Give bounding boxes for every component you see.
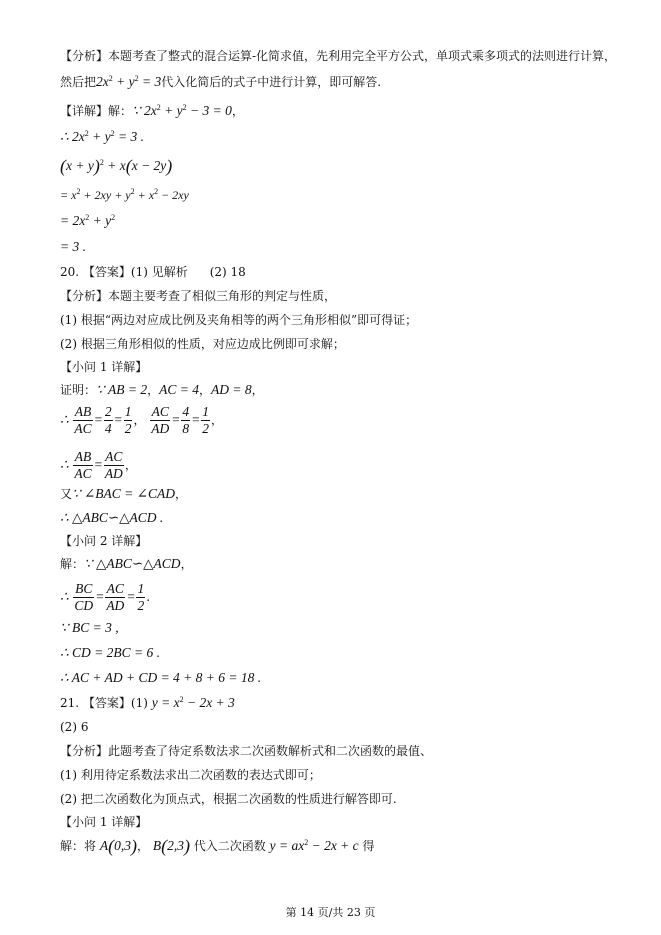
- subquestion-1-heading: 【小问 1 详解】: [60, 360, 148, 374]
- fraction: $\frac{AC}{AD}$: [104, 449, 123, 481]
- math-step: = $2x^2 + y^2$: [60, 213, 116, 228]
- fraction: $\frac{4}{8}$: [182, 404, 190, 436]
- fraction-line-sides: ∴ $\frac{BC}{CD}$ = $\frac{AC}{AD}$ = $\frac{1}{2}$ .: [60, 581, 151, 613]
- subquestion-2-heading: 【小问 2 详解】: [60, 534, 148, 548]
- analysis-19: 【分析】本题考查了整式的混合运算-化简求值，先利用完全平方公式，单项式乘多项式的法则进行计算，: [60, 49, 617, 63]
- fraction-line-ratios: ∴ $\frac{AB}{AC}$ = $\frac{2}{4}$ = $\frac{1}{2}$ ， $\frac{AC}{AD}$ = $\frac{4}{8}$ = $\frac{1}{2}$ ，: [60, 404, 224, 436]
- similarity-conclusion: ∴ △ABC∽△ACD .: [60, 510, 164, 525]
- solution-21-start: 解：将 A(0,3)， B(2,3) 代入二次函数 $y = ax^2 - 2x + c$ 得: [60, 836, 375, 856]
- analysis-19-cont: 然后把$2x^2 + y^2 = 3$代入化简后的式子中进行计算，即可解答.: [60, 74, 382, 89]
- answer-21: 21. 【答案】(1) $y = x^2 - 2x + 3$: [60, 695, 235, 710]
- answer-21-part2: (2) 6: [60, 720, 89, 734]
- math-step: = $x^2 + 2xy + y^2 + x^2 - 2xy$: [60, 187, 189, 202]
- analysis-21-part2: (2) 把二次函数化为顶点式，根据二次函数的性质进行解答即可.: [60, 792, 397, 806]
- math-result: ∴ AC + AD + CD = 4 + 8 + 6 = 18 .: [60, 670, 262, 685]
- fraction: $\frac{BC}{CD}$: [74, 581, 94, 613]
- fraction: $\frac{AC}{AD}$: [106, 581, 125, 613]
- analysis-20: 【分析】本题主要考查了相似三角形的判定与性质，: [60, 289, 337, 303]
- analysis-20-part1: (1) 根据“两边对应成比例及夹角相等的两个三角形相似”即可得证；: [60, 313, 418, 327]
- analysis-21-part1: (1) 利用待定系数法求出二次函数的表达式即可；: [60, 768, 321, 782]
- fraction: $\frac{AB}{AC}$: [74, 449, 92, 481]
- page-footer: 第 14 页/共 23 页: [285, 906, 376, 919]
- math-step: ∴ $2x^2 + y^2 = 3$ .: [60, 129, 144, 144]
- fraction: $\frac{2}{4}$: [104, 404, 112, 436]
- math-result: = 3 .: [60, 239, 86, 254]
- math-given: ∵ $2x^2 + y^2 - 3 = 0$: [132, 103, 232, 118]
- fraction: $\frac{AC}{AD}$: [151, 404, 170, 436]
- math-condition: $2x^2 + y^2 = 3$: [96, 74, 162, 89]
- point-b: B(2,3): [152, 836, 190, 856]
- math-function: $y = ax^2 - 2x + c$: [269, 838, 359, 853]
- fraction: $\frac{1}{2}$: [202, 404, 210, 436]
- fraction: $\frac{AB}{AC}$: [74, 404, 92, 436]
- math-answer: $y = x^2 - 2x + 3$: [151, 695, 235, 710]
- proof-20-start: 证明：∵ AB = 2，AC = 4，AD = 8，: [60, 382, 264, 397]
- answer-20: 20. 【答案】(1) 见解析 (2) 18: [60, 265, 246, 279]
- fraction: $\frac{1}{2}$: [124, 404, 132, 436]
- analysis-20-part2: (2) 根据三角形相似的性质，对应边成比例即可求解；: [60, 337, 345, 351]
- math-expression: $(x + y)^2 + x(x - 2y)$: [60, 156, 173, 176]
- solution-20-part2: 解：∵ △ABC∽△ACD，: [60, 556, 193, 571]
- math-step: ∴ CD = 2BC = 6 .: [60, 645, 160, 660]
- fraction: $\frac{1}{2}$: [137, 581, 145, 613]
- solution-19-start: 【详解】解：∵ $2x^2 + y^2 - 3 = 0$，: [60, 103, 244, 118]
- analysis-21: 【分析】此题考查了待定系数法求二次函数解析式和二次函数的最值、: [60, 744, 433, 758]
- fraction-line-equal: ∴ $\frac{AB}{AC}$ = $\frac{AC}{AD}$ ，: [60, 449, 137, 481]
- subquestion-1-heading: 【小问 1 详解】: [60, 815, 148, 829]
- angle-condition: 又∵ ∠BAC = ∠CAD，: [60, 486, 187, 501]
- point-a: A(0,3): [99, 836, 137, 856]
- math-step: ∵ BC = 3 ,: [60, 620, 119, 635]
